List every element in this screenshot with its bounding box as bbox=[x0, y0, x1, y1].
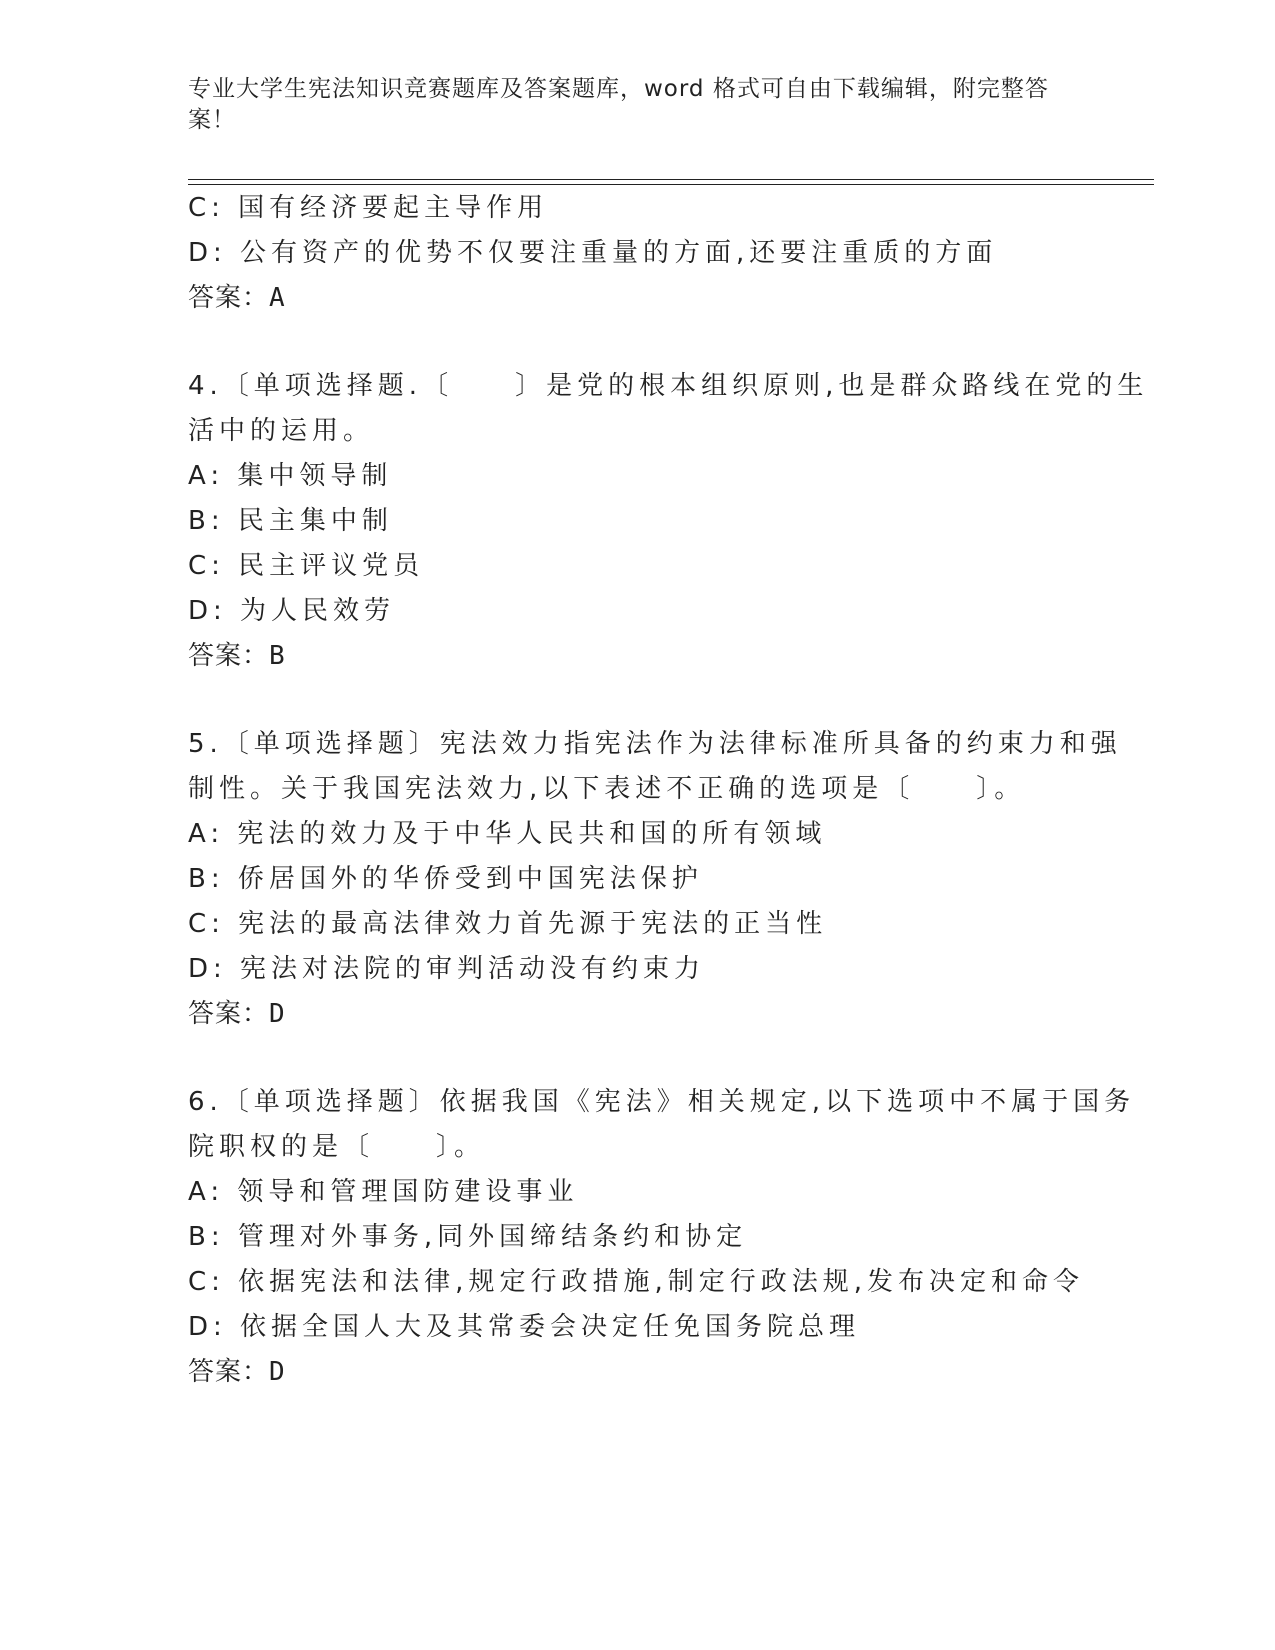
q5-answer bbox=[188, 997, 285, 1031]
header-divider-bottom bbox=[188, 184, 1154, 185]
header-divider-top bbox=[188, 179, 1154, 180]
answer-value: D bbox=[269, 1357, 285, 1387]
document-header bbox=[188, 74, 1078, 136]
answer-label: 答案： bbox=[188, 641, 270, 671]
header-line-2: 案！ bbox=[188, 107, 236, 133]
q6-option-d: D: 依据全国人大及其常委会决定任免国务院总理 bbox=[188, 1312, 861, 1342]
q6-stem-line-2: 院职权的是〔 〕。 bbox=[188, 1132, 486, 1162]
q4-option-c: C: 民主评议党员 bbox=[188, 551, 425, 581]
q3-option-c: C: 国有经济要起主导作用 bbox=[188, 193, 549, 223]
q6-stem-line-1: 6.〔单项选择题〕依据我国《宪法》相关规定,以下选项中不属于国务 bbox=[188, 1087, 1136, 1117]
q5-option-a: A: 宪法的效力及于中华人民共和国的所有领域 bbox=[188, 819, 827, 849]
q5-option-c: C: 宪法的最高法律效力首先源于宪法的正当性 bbox=[188, 909, 828, 939]
q4-stem-line-2: 活中的运用。 bbox=[188, 416, 375, 446]
q4-option-d: D: 为人民效劳 bbox=[188, 596, 396, 626]
q4-answer bbox=[188, 639, 285, 673]
q4-option-b: B: 民主集中制 bbox=[188, 506, 393, 536]
q6-option-b: B: 管理对外事务,同外国缔结条约和协定 bbox=[188, 1222, 748, 1252]
q5-stem-line-1: 5.〔单项选择题〕宪法效力指宪法作为法律标准所具备的约束力和强 bbox=[188, 729, 1122, 759]
answer-value: D bbox=[269, 999, 285, 1029]
q6-option-c: C: 依据宪法和法律,规定行政措施,制定行政法规,发布决定和命令 bbox=[188, 1267, 1084, 1297]
header-line-1: 专业大学生宪法知识竞赛题库及答案题库，word 格式可自由下载编辑，附完整答 bbox=[188, 76, 1049, 102]
q5-stem-line-2: 制性。关于我国宪法效力,以下表述不正确的选项是〔 〕。 bbox=[188, 774, 1026, 804]
q4-stem-line-1: 4.〔单项选择题.〔 〕是党的根本组织原则,也是群众路线在党的生 bbox=[188, 371, 1149, 401]
answer-label: 答案： bbox=[188, 999, 270, 1029]
q6-answer bbox=[188, 1355, 285, 1389]
q5-option-d: D: 宪法对法院的审判活动没有约束力 bbox=[188, 954, 706, 984]
q3-answer bbox=[188, 281, 285, 315]
answer-value: B bbox=[269, 641, 285, 671]
q3-option-d: D: 公有资产的优势不仅要注重量的方面,还要注重质的方面 bbox=[188, 238, 998, 268]
answer-label: 答案： bbox=[188, 283, 270, 313]
q5-option-b: B: 侨居国外的华侨受到中国宪法保护 bbox=[188, 864, 703, 894]
q6-option-a: A: 领导和管理国防建设事业 bbox=[188, 1177, 579, 1207]
q4-option-a: A: 集中领导制 bbox=[188, 461, 393, 491]
answer-label: 答案： bbox=[188, 1357, 270, 1387]
answer-value: A bbox=[269, 283, 285, 313]
